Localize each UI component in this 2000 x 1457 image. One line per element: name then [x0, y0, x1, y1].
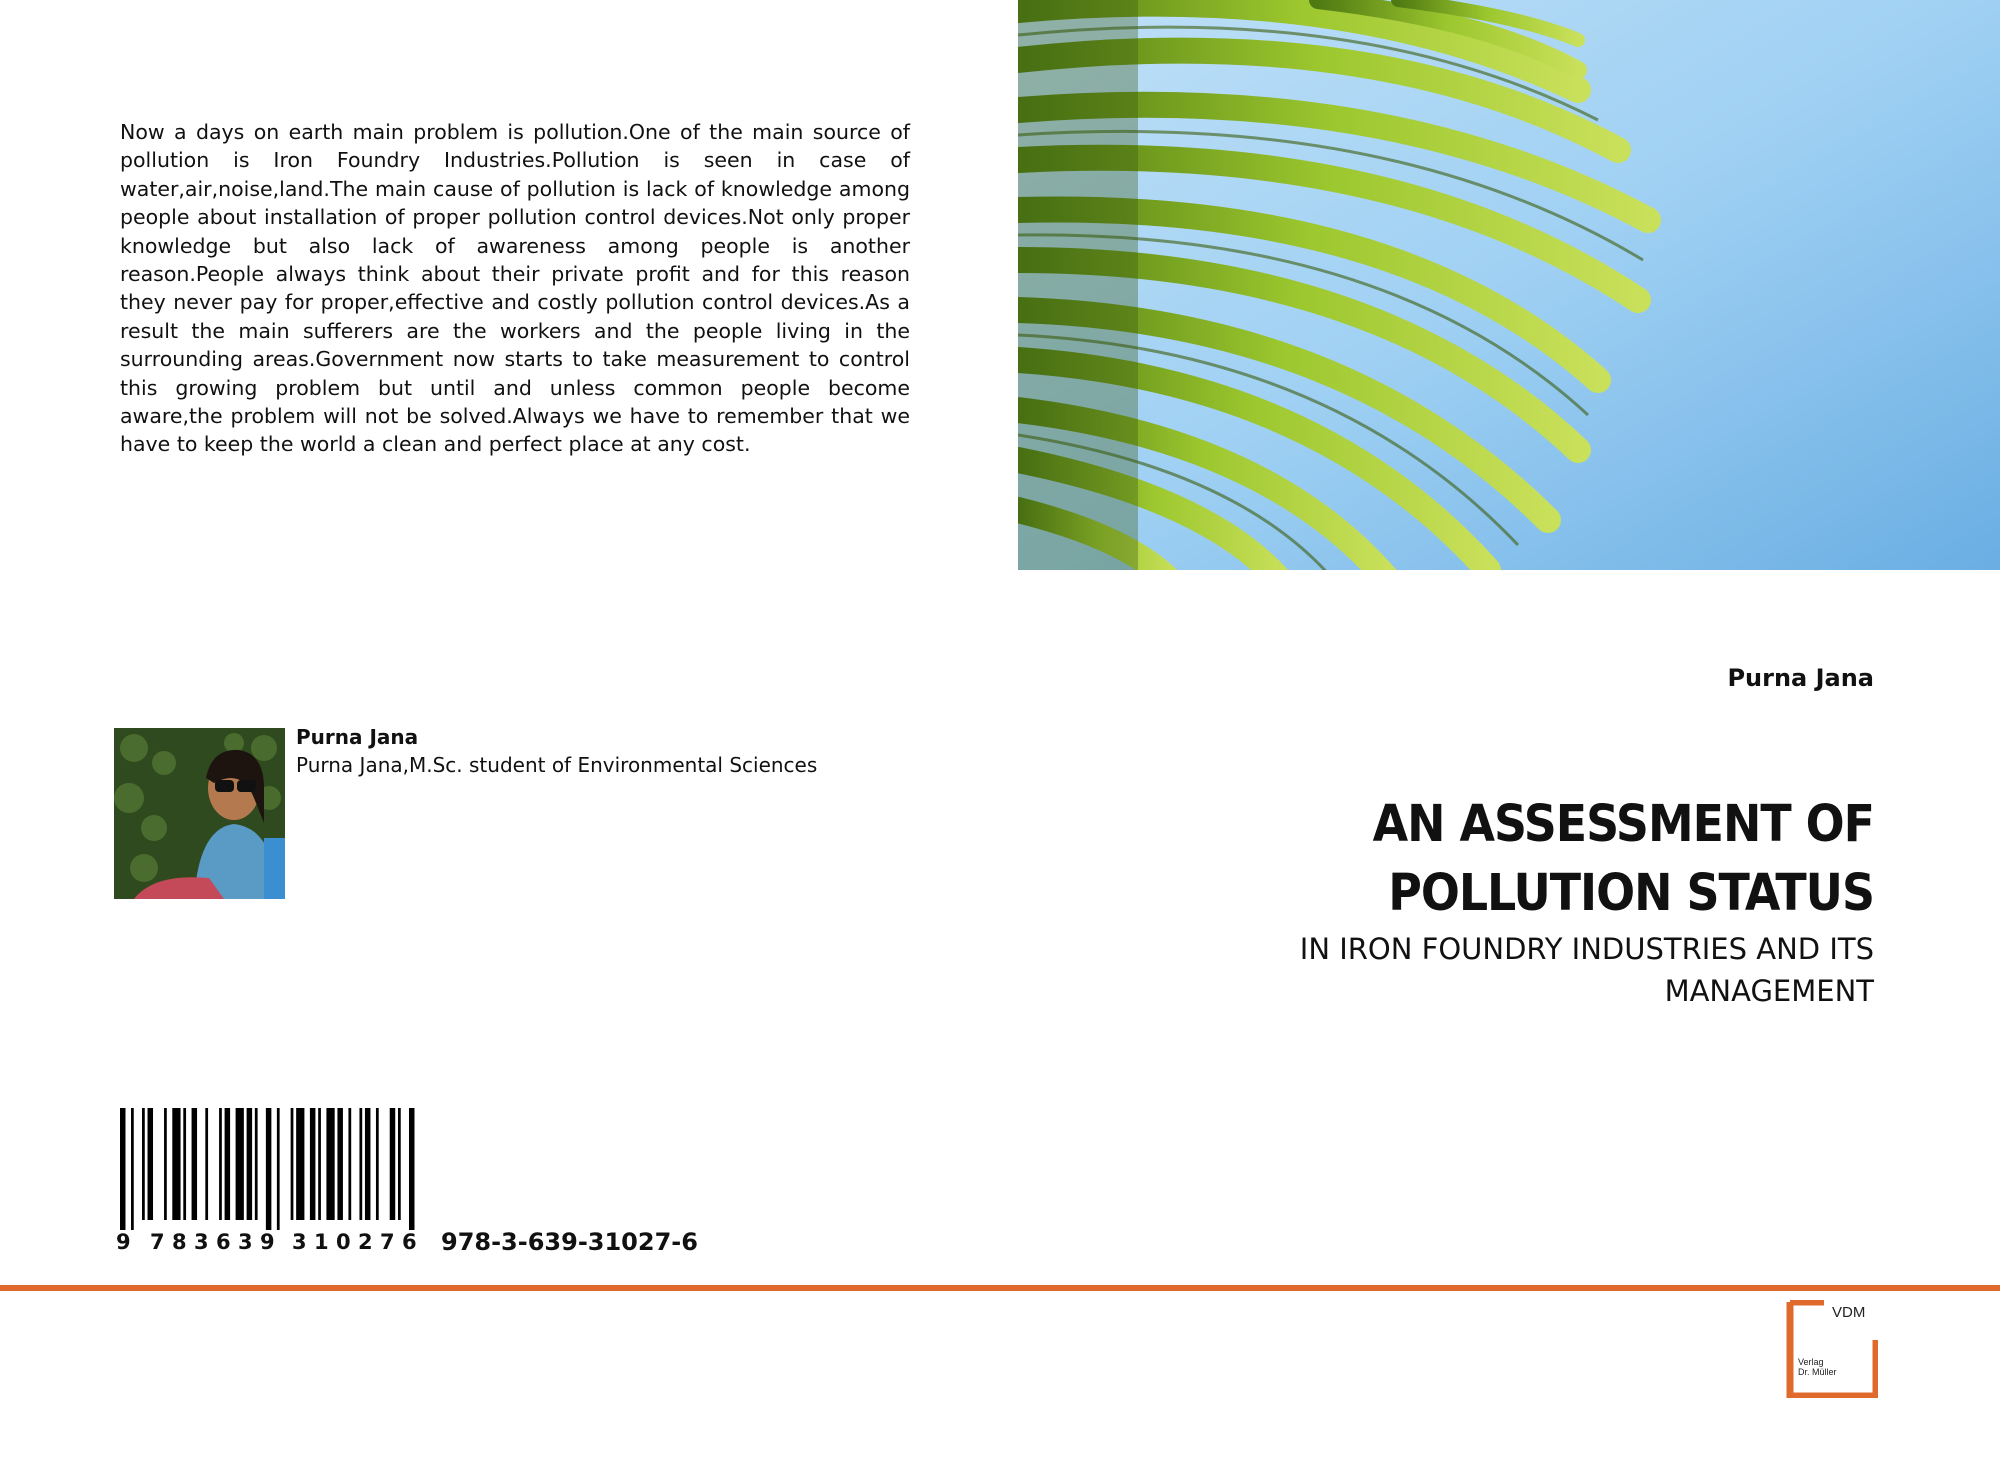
barcode-digits — [116, 1230, 420, 1256]
barcode-digit: 3 — [194, 1230, 209, 1254]
publisher-logo-line1: Verlag — [1798, 1357, 1824, 1367]
barcode-bar — [337, 1108, 343, 1220]
publisher-logo-name: VDM — [1832, 1304, 1866, 1321]
barcode-bar — [225, 1108, 231, 1220]
barcode-digit: 6 — [402, 1230, 417, 1254]
publisher-logo-caption — [1798, 1357, 1837, 1377]
cover-photo — [1018, 0, 2000, 570]
barcode-bar — [142, 1108, 145, 1220]
isbn-number: 978-3-639-31027-6 — [441, 1228, 698, 1256]
barcode-bar — [205, 1108, 208, 1220]
barcode-bar — [390, 1108, 396, 1220]
barcode-digit: 7 — [150, 1230, 165, 1254]
barcode-digit: 2 — [358, 1230, 373, 1254]
barcode-bar — [310, 1108, 316, 1220]
barcode-bar — [164, 1108, 167, 1220]
barcode-digit: 9 — [116, 1230, 131, 1254]
barcode-digit: 3 — [238, 1230, 253, 1254]
barcode-digit: 6 — [216, 1230, 231, 1254]
barcode-digit: 3 — [292, 1230, 307, 1254]
barcode-bar — [131, 1108, 134, 1230]
barcode-bar — [172, 1108, 180, 1220]
back-cover-blurb: Now a days on earth main problem is pollution.One of the main source of pollution is Iron Foundry Industries.Pollution is seen in case of water,air,noise,land.The main cause of pollution is lack of knowledge among people about installation of proper pollution control devices.Not only proper knowledge but also lack of awareness among people is another reason.People always think about their private profit and for this reason they never pay for proper,effective and costly pollution control devices.As a result the main sufferers are the workers and the people living in the surrounding areas.Government now starts to take measurement to control this growing problem but until and unless common people become aware,the problem will not be solved.Always we have to remember that we have to keep the world a clean and perfect place at any cost. — [120, 120, 910, 457]
author-bio: Purna Jana,M.Sc. student of Environmental Sciences — [296, 753, 818, 777]
barcode-bar — [183, 1108, 186, 1220]
barcode-bar — [266, 1108, 272, 1230]
barcode-digit: 0 — [336, 1230, 351, 1254]
barcode-bar — [291, 1108, 294, 1220]
barcode-digit: 8 — [172, 1230, 187, 1254]
barcode-bar — [326, 1108, 334, 1220]
book-title: AN ASSESSMENT OF POLLUTION STATUS — [1372, 795, 1874, 923]
author-name-back: Purna Jana — [296, 725, 419, 749]
barcode-digit: 1 — [314, 1230, 329, 1254]
barcode — [120, 1108, 420, 1230]
barcode-bar — [365, 1108, 371, 1220]
barcode-bar — [296, 1108, 304, 1220]
barcode-bar — [219, 1108, 222, 1220]
barcode-digit: 9 — [260, 1230, 275, 1254]
barcode-bar — [318, 1108, 321, 1220]
barcode-bar — [255, 1108, 258, 1220]
barcode-bar — [398, 1108, 401, 1220]
barcode-bar — [409, 1108, 415, 1230]
barcode-bar — [247, 1108, 253, 1220]
publisher-logo — [1782, 1300, 1878, 1398]
barcode-digit: 7 — [380, 1230, 395, 1254]
barcode-bar — [277, 1108, 280, 1230]
barcode-bar — [359, 1108, 362, 1220]
barcode-bar — [236, 1108, 244, 1220]
publisher-logo-line2: Dr. Müller — [1798, 1367, 1837, 1377]
barcode-bar — [148, 1108, 154, 1220]
barcode-bar — [376, 1108, 379, 1220]
barcode-bar — [192, 1108, 198, 1220]
barcode-bar — [348, 1108, 351, 1220]
author-name-front: Purna Jana — [1727, 664, 1874, 692]
author-photo — [114, 728, 285, 899]
barcode-bar — [120, 1108, 126, 1230]
book-subtitle: IN IRON FOUNDRY INDUSTRIES AND ITS MANAGEMENT — [1299, 932, 1874, 1008]
orange-divider — [0, 1285, 2000, 1291]
